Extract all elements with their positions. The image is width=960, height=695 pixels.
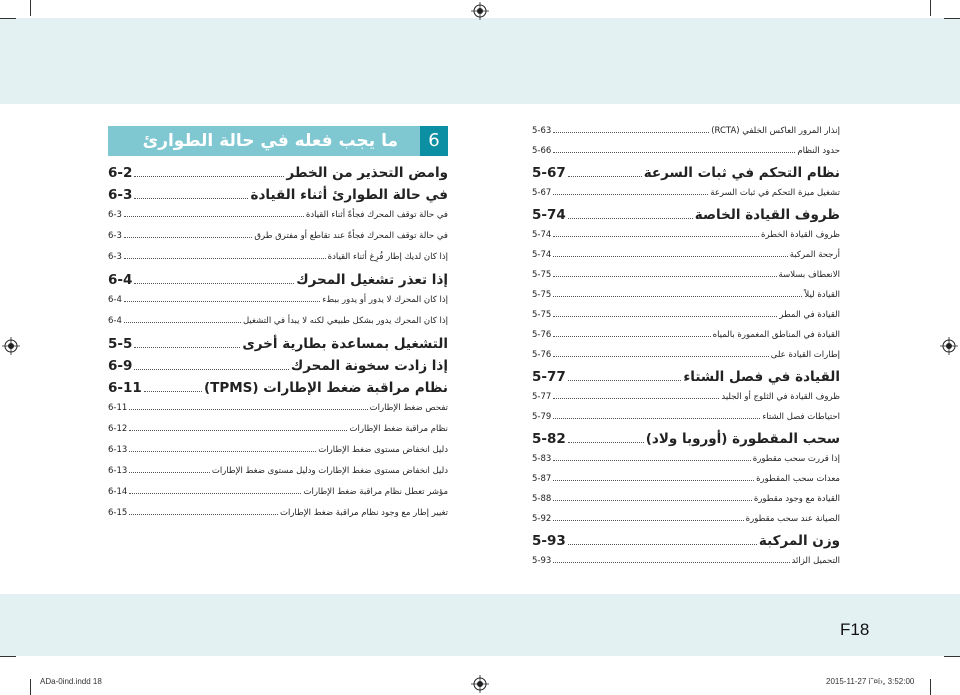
toc-entry-title: نظام مراقبة ضغط الإطارات (TPMS) [203,380,448,397]
toc-entry-title: الانعطاف بسلاسة [778,269,840,280]
toc-entry[interactable] [108,250,448,271]
toc-entry[interactable] [532,390,840,410]
dot-leader [568,206,693,219]
toc-entry[interactable] [108,229,448,250]
toc-entry-page: 5-77 [532,369,566,386]
dot-leader [129,422,347,431]
toc-entry-page: 5-75 [532,289,552,300]
dot-leader [568,368,682,381]
toc-entry-title: ظروف القيادة الخاصة [694,207,840,224]
dot-leader [134,335,240,348]
dot-leader [129,401,367,410]
section-number: 6 [420,126,448,156]
toc-entry-title: القيادة في المطر [779,309,840,320]
toc-entry-page: 6-3 [108,187,133,204]
registration-mark-icon [2,337,20,355]
crop-mark [944,18,960,19]
toc-entry-page: 6-13 [108,444,128,455]
toc-entry-title: ظروف القيادة الخطرة [761,229,840,240]
toc-heading-entry[interactable] [532,430,840,452]
toc-heading-entry[interactable] [532,368,840,390]
dot-leader [553,328,710,337]
dot-leader [553,308,777,317]
toc-entry[interactable] [532,186,840,206]
dot-leader [129,506,278,515]
dot-leader [553,228,759,237]
crop-mark [0,18,16,19]
toc-entry[interactable] [532,452,840,472]
dot-leader [553,410,760,419]
toc-entry-page: 6-15 [108,507,128,518]
toc-entry[interactable] [532,308,840,328]
toc-entry-page: 5-76 [532,329,552,340]
toc-entry-title: إطارات القيادة على [770,349,840,360]
toc-entry[interactable] [532,328,840,348]
toc-entry-title: في حالة توقف المحرك فجأةً عند تقاطع أو مفترق طرق [254,230,448,241]
toc-entry[interactable] [532,410,840,430]
toc-entry-title: إنذار المرور العاكس الخلفي (RCTA) [711,125,840,136]
toc-entry-title: احتياطات فصل الشتاء [762,411,840,422]
toc-entry[interactable] [108,443,448,464]
toc-entry[interactable] [532,228,840,248]
toc-entry-title: القيادة ليلاً [804,289,840,300]
toc-entry-page: 5-77 [532,391,552,402]
toc-entry-page: 6-11 [108,402,128,413]
toc-entry-title: تفحص ضغط الإطارات [369,402,448,413]
toc-entry-title: القيادة في المناطق المغمورة بالمياه [712,329,840,340]
toc-right-column [532,124,840,574]
toc-entry-title: تغيير إطار مع وجود نظام مراقبة ضغط الإطارات [279,507,448,518]
dot-leader [568,532,757,545]
toc-entry-page: 5-79 [532,411,552,422]
dot-leader [129,464,210,473]
dot-leader [553,348,768,357]
crop-mark [944,656,960,657]
page-number: F18 [840,620,870,639]
dot-leader [568,164,642,177]
dot-leader [144,379,202,392]
toc-entry-page: 5-63 [532,125,552,136]
toc-entry-page: 6-4 [108,272,133,289]
toc-heading-entry[interactable] [108,379,448,401]
toc-entry[interactable] [532,144,840,164]
toc-entry-page: 5-67 [532,187,552,198]
toc-heading-entry[interactable] [532,532,840,554]
dot-leader [553,390,719,399]
toc-entry-page: 5-87 [532,473,552,484]
toc-entry[interactable] [108,208,448,229]
toc-entry[interactable] [108,422,448,443]
toc-entry-title: مؤشر تعطل نظام مراقبة ضغط الإطارات [303,486,448,497]
dot-leader [124,250,326,259]
section-title: ما يجب فعله في حالة الطوارئ [142,131,398,151]
registration-mark-icon [471,675,489,693]
dot-leader [124,229,253,238]
toc-entry-page: 5-88 [532,493,552,504]
dot-leader [129,485,301,494]
toc-heading-entry[interactable] [108,335,448,357]
toc-heading-entry[interactable] [532,164,840,186]
toc-entry[interactable] [108,485,448,506]
toc-left-column [108,126,448,527]
dot-leader [568,430,644,443]
toc-entry-title: سحب المقطورة (أوروبا ولاد) [645,431,840,448]
toc-entry-title: دليل انخفاض مستوى ضغط الإطارات [318,444,448,455]
toc-entry-page: 5-75 [532,309,552,320]
toc-right-list [532,124,840,574]
toc-entry-page: 5-93 [532,533,566,550]
toc-entry[interactable] [108,506,448,527]
toc-entry-title: إذا قررت سحب مقطورة [752,453,840,464]
dot-leader [553,268,776,277]
toc-entry-page: 6-3 [108,209,122,220]
toc-entry[interactable] [108,314,448,335]
dot-leader [553,512,743,521]
toc-entry-page: 6-12 [108,423,128,434]
toc-entry-title: نظام التحكم في ثبات السرعة [643,165,840,182]
dot-leader [134,271,294,284]
toc-heading-entry[interactable] [532,206,840,228]
toc-entry-title: الصيانة عند سحب مقطورة [745,513,840,524]
toc-entry-page: 5-67 [532,165,566,182]
toc-entry-page: 6-11 [108,380,142,397]
toc-entry-title: القيادة مع وجود مقطورة [753,493,840,504]
toc-entry-title: القيادة في فصل الشتاء [683,369,840,386]
toc-heading-entry[interactable] [108,271,448,293]
top-color-band [0,18,960,104]
dot-leader [553,124,709,133]
registration-mark-icon [940,337,958,355]
toc-entry-page: 5-74 [532,229,552,240]
registration-mark-icon [471,2,489,20]
toc-entry-title: إذا كان لديك إطار فُرِغ أثناء القيادة [327,251,448,262]
dot-leader [134,186,248,199]
toc-entry-page: 6-3 [108,251,122,262]
toc-entry[interactable] [532,124,840,144]
toc-entry-title: حدود النظام [797,145,840,156]
toc-entry-title: وامض التحذير من الخطر [286,165,448,182]
toc-entry-page: 6-3 [108,230,122,241]
dot-leader [553,288,802,297]
crop-mark [930,0,931,16]
toc-entry[interactable] [532,554,840,574]
toc-entry-title: التحميل الزائد [791,555,840,566]
dot-leader [134,164,284,177]
toc-heading-entry[interactable] [108,164,448,186]
toc-entry-title: إذا كان المحرك يدور بشكل طبيعي لكنه لا يبدأ في التشغيل [242,315,448,326]
toc-entry-page: 6-9 [108,358,133,375]
crop-mark [30,679,31,695]
toc-entry[interactable] [532,268,840,288]
toc-entry-title: معدات سحب المقطورة [756,473,840,484]
toc-left-list [108,164,448,527]
toc-entry-page: 6-4 [108,294,122,305]
toc-entry-title: وزن المركبة [758,533,840,550]
toc-entry-title: في حالة الطوارئ أثناء القيادة [250,187,448,204]
dot-leader [129,443,316,452]
toc-entry-title: إذا زادت سخونة المحرك [290,358,448,375]
toc-entry[interactable] [108,401,448,422]
toc-entry-title: أرجحة المركبة [789,249,840,260]
toc-entry-title: نظام مراقبة ضغط الإطارات [349,423,448,434]
dot-leader [553,248,788,257]
toc-entry-title: دليل انخفاض مستوى ضغط الإطارات ودليل مستوى ضغط الإطارات [211,465,448,476]
dot-leader [553,186,708,195]
section-header [108,126,448,156]
toc-entry[interactable] [108,293,448,314]
dot-leader [134,357,288,370]
footer-file: ADa-0ind.indd 18 [40,677,102,686]
toc-entry[interactable] [532,492,840,512]
toc-entry[interactable] [532,512,840,532]
dot-leader [124,208,304,217]
toc-entry-title: التشغيل بمساعدة بطارية أخرى [242,336,448,353]
dot-leader [553,144,795,153]
toc-entry-page: 6-13 [108,465,128,476]
crop-mark [30,0,31,16]
toc-entry-title: تشغيل ميزة التحكم في ثبات السرعة [710,187,840,198]
toc-entry-title: إذا كان المحرك لا يدور أو يدور ببطء [322,294,448,305]
toc-entry-page: 5-82 [532,431,566,448]
toc-entry-title: إذا تعذر تشغيل المحرك [296,272,448,289]
toc-entry-page: 6-14 [108,486,128,497]
toc-entry-page: 5-5 [108,336,133,353]
toc-entry[interactable] [108,464,448,485]
dot-leader [553,492,752,501]
toc-entry[interactable] [532,348,840,368]
crop-mark [930,679,931,695]
footer-timestamp: 2015-11-27 ì˜¤í›„ 3:52:00 [826,677,915,686]
toc-entry-page: 5-83 [532,453,552,464]
toc-entry-page: 5-92 [532,513,552,524]
toc-heading-entry[interactable] [108,357,448,379]
dot-leader [553,554,789,563]
toc-entry-page: 6-2 [108,165,133,182]
toc-entry-page: 5-66 [532,145,552,156]
toc-entry-title: ظروف القيادة في الثلوج أو الجليد [721,391,840,402]
dot-leader [553,472,754,481]
dot-leader [124,314,241,323]
toc-entry[interactable] [532,288,840,308]
toc-entry-title: في حالة توقف المحرك فجأةً أثناء القيادة [305,209,448,220]
toc-entry-page: 5-76 [532,349,552,360]
toc-entry-page: 5-74 [532,207,566,224]
dot-leader [553,452,750,461]
toc-entry[interactable] [532,472,840,492]
dot-leader [124,293,320,302]
crop-mark [0,656,16,657]
toc-entry-page: 5-74 [532,249,552,260]
bottom-color-band [0,594,960,656]
toc-entry-page: 6-4 [108,315,122,326]
toc-entry-page: 5-93 [532,555,552,566]
toc-entry[interactable] [532,248,840,268]
toc-heading-entry[interactable] [108,186,448,208]
toc-entry-page: 5-75 [532,269,552,280]
